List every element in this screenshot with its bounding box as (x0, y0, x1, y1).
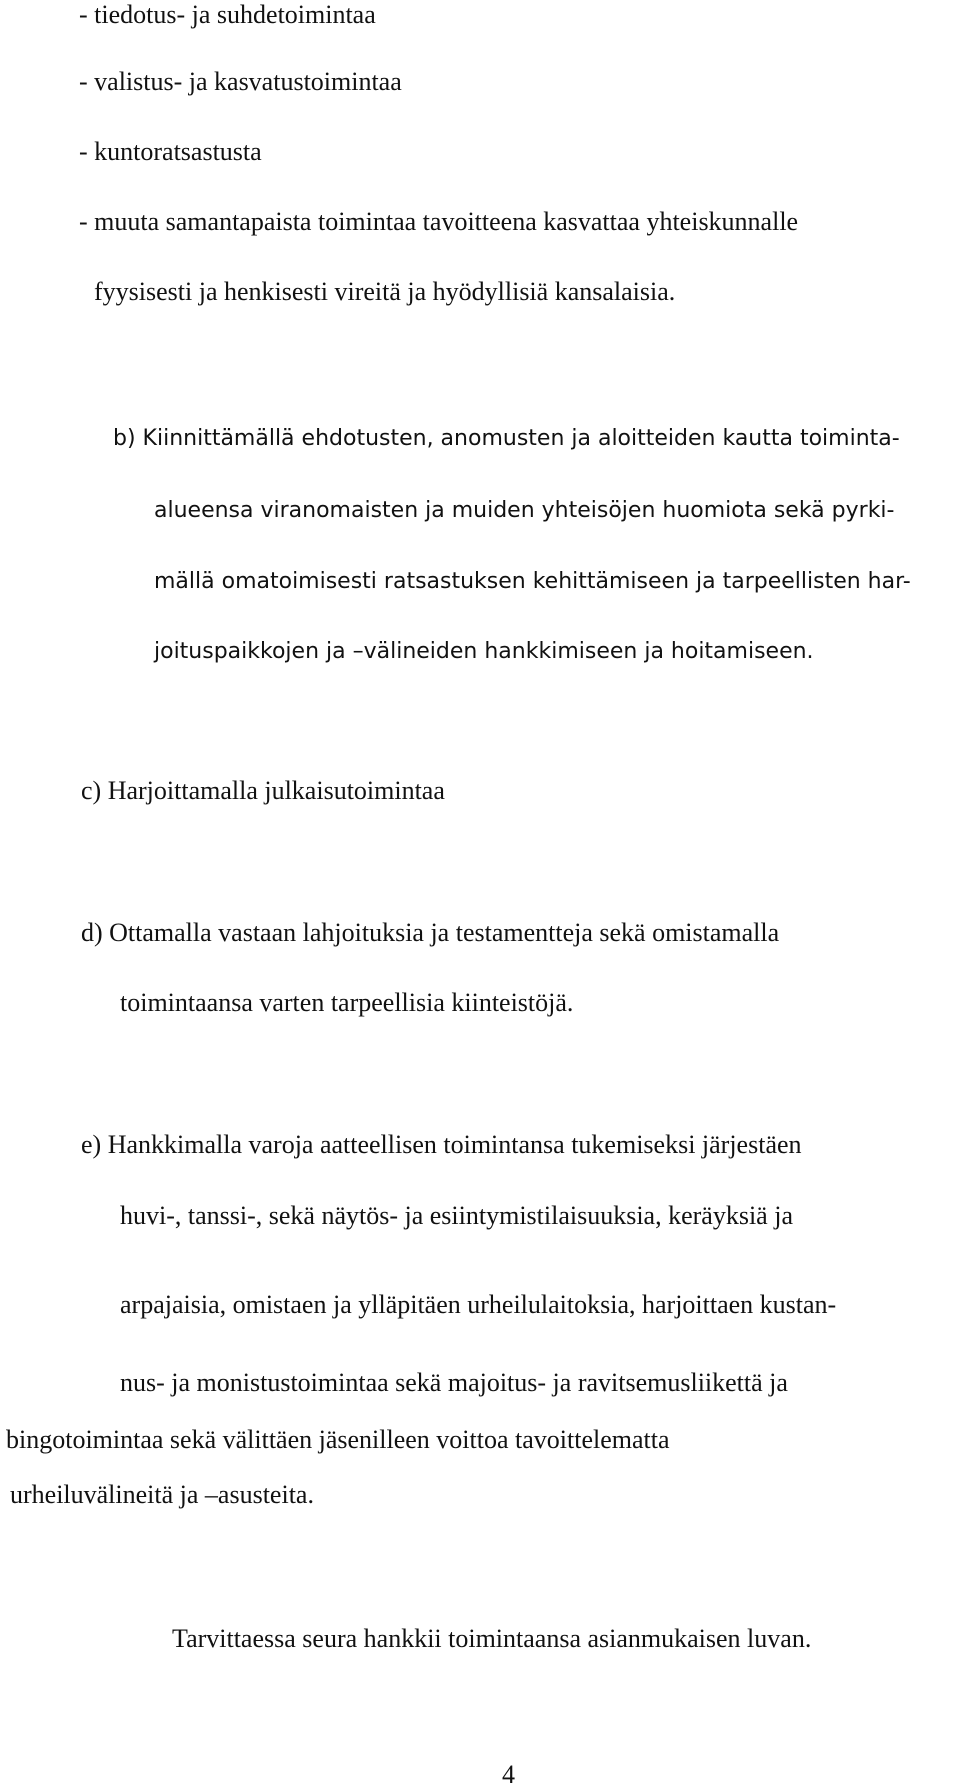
item-e-line: huvi-, tanssi-, sekä näytös- ja esiintymistilaisuuksia, keräyksiä ja (120, 1201, 793, 1230)
item-d-line: toimintaansa varten tarpeellisia kiinteistöjä. (120, 988, 574, 1017)
item-e-line: arpajaisia, omistaen ja ylläpitäen urheilulaitoksia, harjoittaen kustan- (120, 1290, 837, 1319)
bullet-line: - tiedotus- ja suhdetoimintaa (79, 0, 376, 29)
item-e-line: nus- ja monistustoimintaa sekä majoitus- ja ravitsemusliikettä ja (120, 1368, 788, 1397)
item-e-line: e) Hankkimalla varoja aatteellisen toimintansa tukemiseksi järjestäen (81, 1130, 802, 1159)
item-b-line: joituspaikkojen ja –välineiden hankkimiseen ja hoitamiseen. (154, 639, 814, 664)
page-number: 4 (502, 1760, 515, 1789)
item-e-line: bingotoimintaa sekä välittäen jäsenilleen voittoa tavoittelematta (6, 1425, 670, 1454)
bullet-line: - kuntoratsastusta (79, 137, 262, 166)
item-b-line: mällä omatoimisesti ratsastuksen kehittämiseen ja tarpeellisten har- (154, 569, 911, 594)
item-b-line: alueensa viranomaisten ja muiden yhteisöjen huomiota sekä pyrki- (154, 498, 895, 523)
item-d-line: d) Ottamalla vastaan lahjoituksia ja testamentteja sekä omistamalla (81, 918, 780, 947)
bullet-line: - valistus- ja kasvatustoimintaa (79, 67, 402, 96)
item-c-line: c) Harjoittamalla julkaisutoimintaa (81, 776, 445, 805)
item-e-line: urheiluvälineitä ja –asusteita. (10, 1480, 314, 1509)
closing-sentence: Tarvittaessa seura hankkii toimintaansa asianmukaisen luvan. (172, 1624, 812, 1653)
bullet-line: - muuta samantapaista toimintaa tavoitteena kasvattaa yhteiskunnalle (79, 207, 799, 236)
bullet-continuation-line: fyysisesti ja henkisesti vireitä ja hyödyllisiä kansalaisia. (94, 277, 676, 306)
item-b-line: b) Kiinnittämällä ehdotusten, anomusten ja aloitteiden kautta toiminta- (113, 426, 900, 451)
